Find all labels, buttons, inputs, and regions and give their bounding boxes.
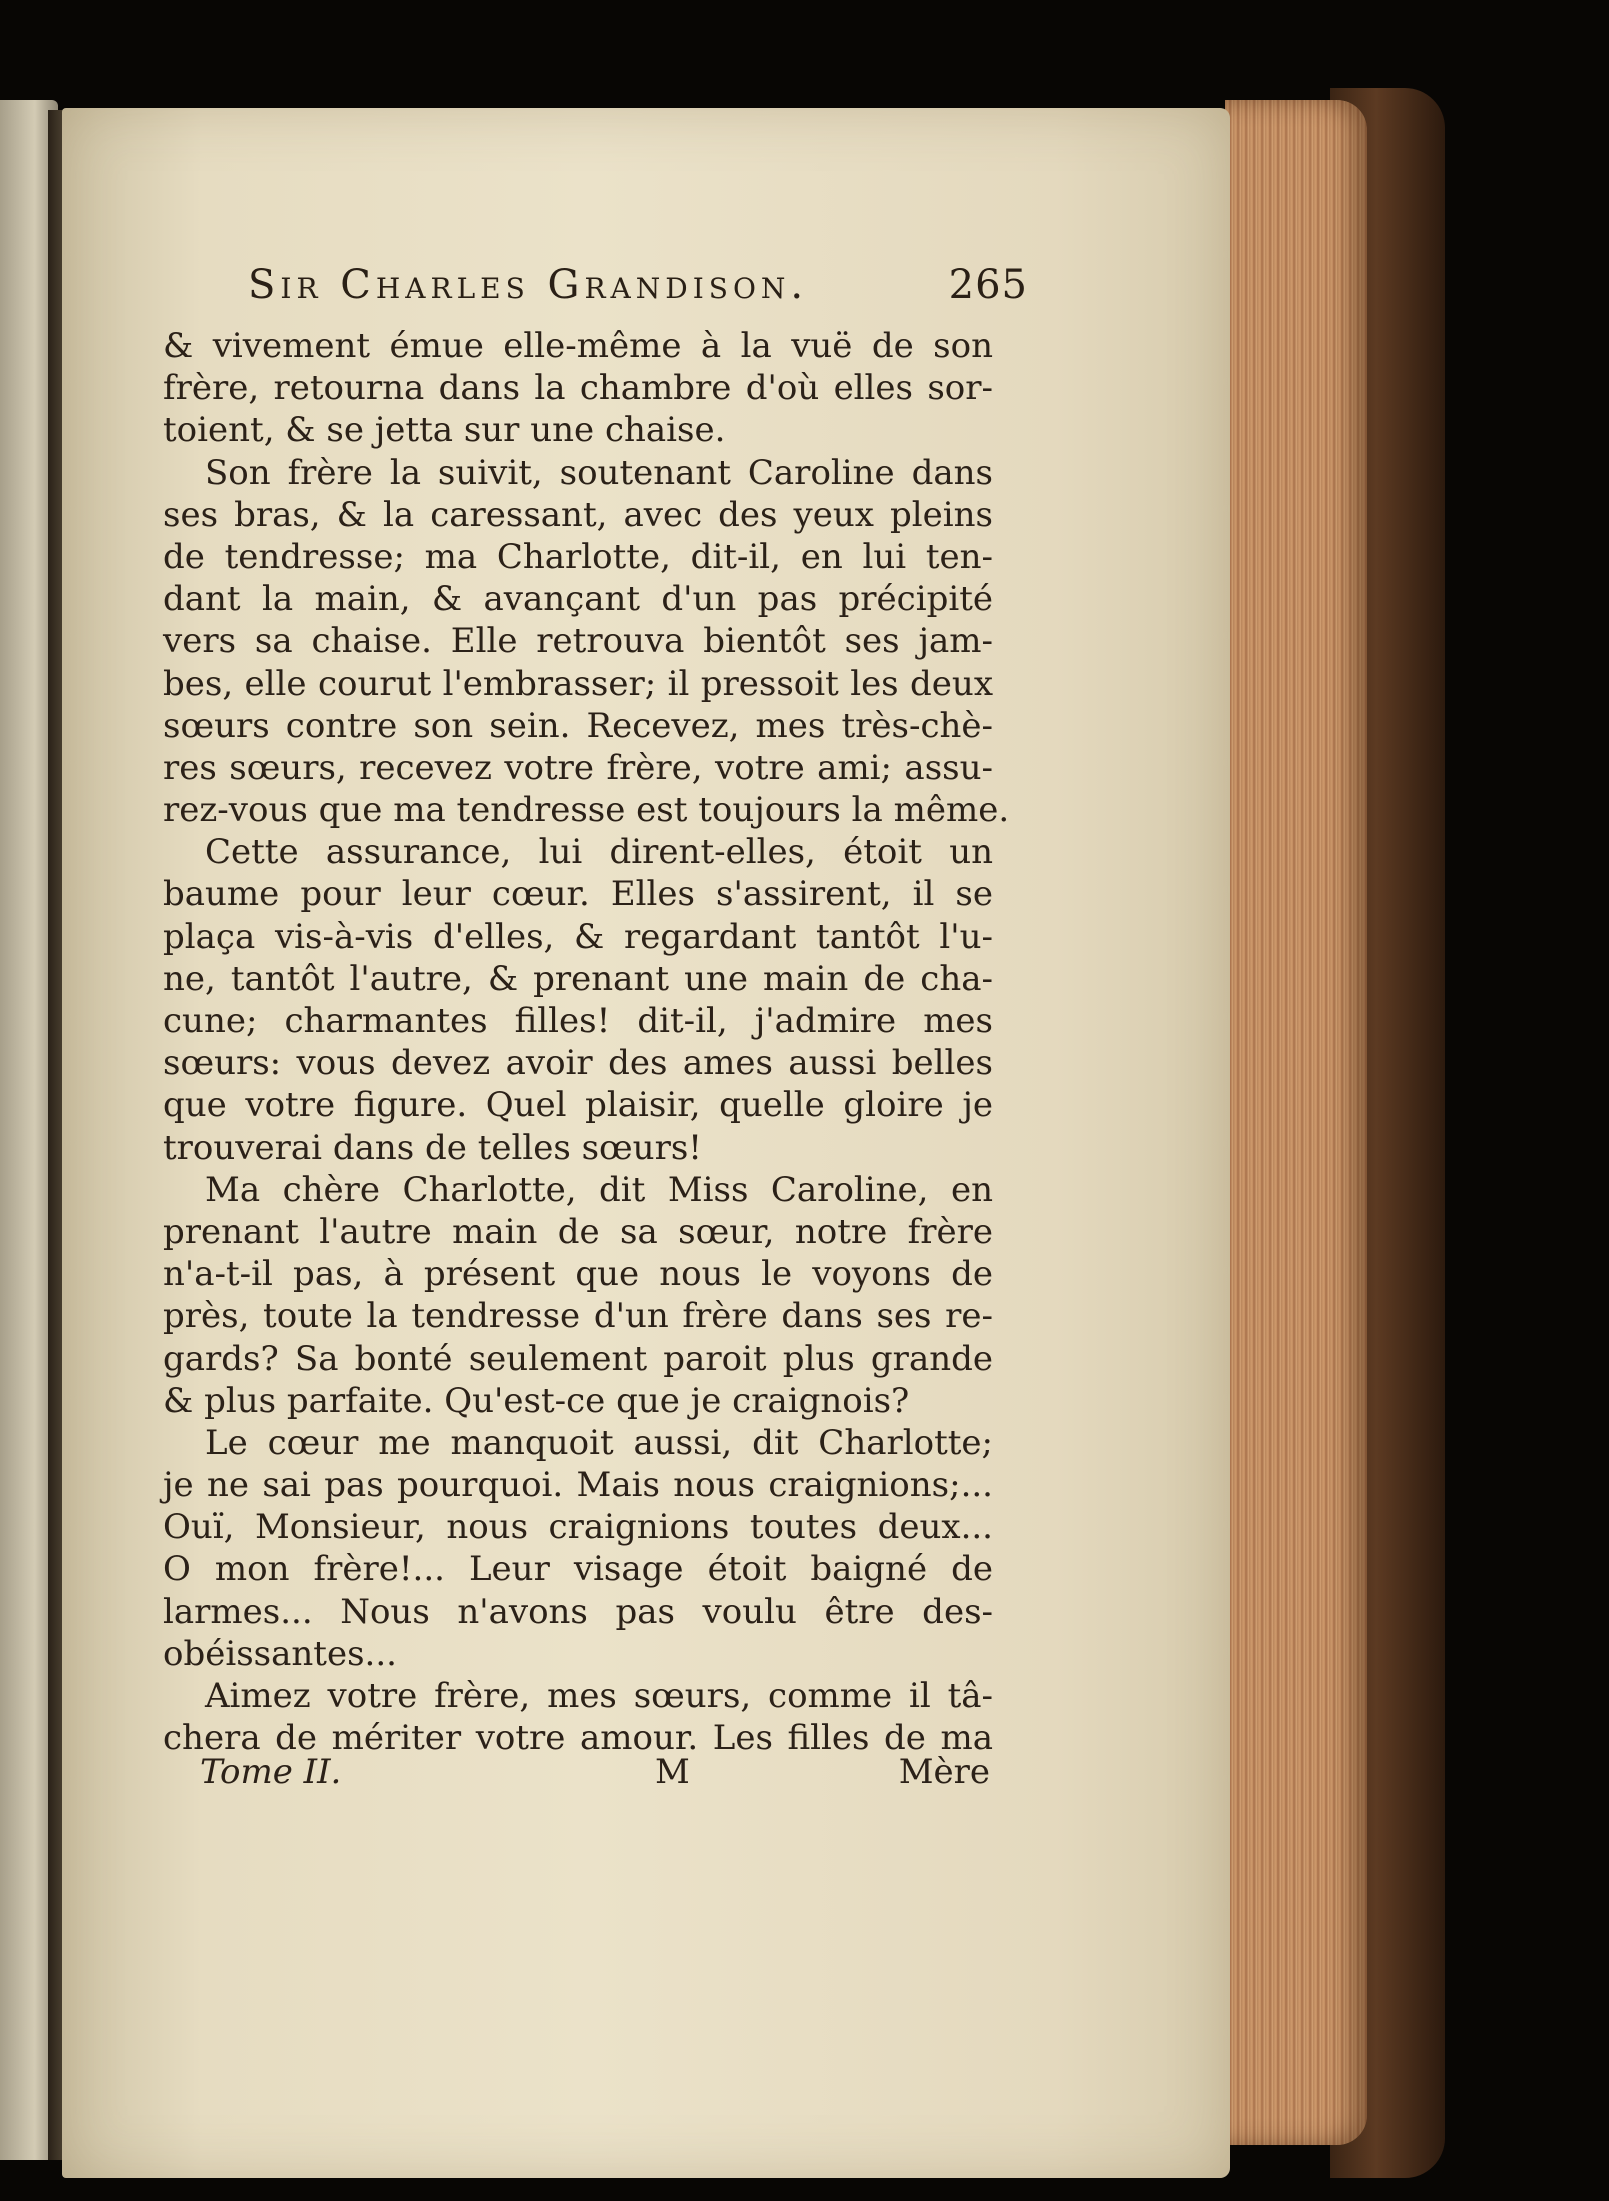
text-line: cune; charmantes filles! dit-il, j'admire mes [163, 1001, 993, 1041]
text-line: O mon frère!... Leur visage étoit baigné de [163, 1549, 993, 1590]
text-line: que votre figure. Quel plaisir, quelle gloire je [163, 1085, 993, 1126]
signature-mark: M [655, 1752, 690, 1792]
text-line: ne, tantôt l'autre, & prenant une main de cha- [163, 958, 993, 999]
text-line: bes, elle courut l'embrasser; il pressoit les deux [163, 663, 993, 704]
text-line: larmes... Nous n'avons pas voulu être des- [163, 1591, 993, 1632]
text-line: rez-vous que ma tendresse est toujours la même. [163, 790, 1010, 831]
text-line: Son frère la suivit, soutenant Caroline dans [205, 452, 993, 493]
catchword: Mère [898, 1752, 990, 1792]
text-line: & plus parfaite. Qu'est-ce que je craignois? [163, 1380, 910, 1421]
text-line: & vivement émue elle-même à la vuë de son [163, 326, 993, 366]
text-line: Aimez votre frère, mes sœurs, comme il tâ- [205, 1676, 993, 1716]
text-line: sœurs: vous devez avoir des ames aussi belles [163, 1043, 993, 1084]
text-line: je ne sai pas pourquoi. Mais nous craignions;... [163, 1465, 993, 1506]
gilt-page-edges [1225, 100, 1367, 2145]
page-footer [200, 1752, 990, 1802]
text-line: de tendresse; ma Charlotte, dit-il, en lui ten- [163, 536, 993, 577]
text-line: ses bras, & la caressant, avec des yeux pleins [163, 494, 993, 535]
text-line: trouverai dans de telles sœurs! [163, 1127, 702, 1168]
text-line: gards? Sa bonté seulement paroit plus grande [163, 1338, 993, 1379]
running-title: Sir Charles Grandison. [248, 262, 809, 308]
text-line: vers sa chaise. Elle retrouva bientôt ses jam- [163, 621, 993, 662]
text-line: n'a-t-il pas, à présent que nous le voyons de [163, 1254, 993, 1295]
text-line: chera de mériter votre amour. Les filles de ma [163, 1718, 993, 1759]
text-line: frère, retourna dans la chambre d'où elles sor- [163, 368, 993, 409]
text-line: res sœurs, recevez votre frère, votre ami; assu- [163, 747, 993, 788]
text-line: plaça vis-à-vis d'elles, & regardant tantôt l'u- [163, 916, 993, 957]
text-line: dant la main, & avançant d'un pas précipité [163, 579, 993, 620]
text-line: Ma chère Charlotte, dit Miss Caroline, en [205, 1169, 993, 1210]
text-line: obéissantes... [163, 1633, 397, 1674]
page-body-text [163, 325, 1010, 1759]
text-line: prenant l'autre main de sa sœur, notre frère [163, 1211, 993, 1252]
text-line: toient, & se jetta sur une chaise. [163, 410, 726, 451]
text-line: baume pour leur cœur. Elles s'assirent, il se [163, 874, 993, 915]
text-line: sœurs contre son sein. Recevez, mes très-chè- [163, 705, 993, 746]
text-line: Le cœur me manquoit aussi, dit Charlotte; [205, 1422, 993, 1463]
text-line: Cette assurance, lui dirent-elles, étoit un [205, 832, 993, 873]
running-header [248, 262, 1028, 322]
text-line: près, toute la tendresse d'un frère dans ses re- [163, 1296, 993, 1337]
page-number: 265 [948, 262, 1028, 308]
volume-label: Tome II. [200, 1752, 342, 1792]
text-line: Ouï, Monsieur, nous craignions toutes deux... [163, 1507, 993, 1548]
